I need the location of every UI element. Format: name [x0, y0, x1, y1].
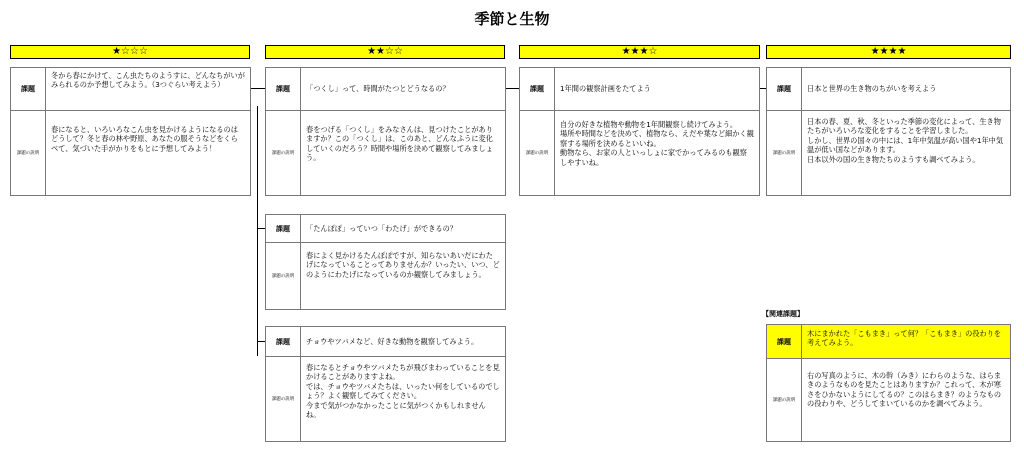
task-text: 「つくし」って、時間がたつとどうなるの？ [306, 84, 450, 94]
task-text: チョウやツバメなど、好きな動物を観察してみよう。 [306, 336, 479, 346]
task-card-1 [10, 67, 251, 196]
desc-text: 自分の好きな植物や動物を1年間観察し続けてみよう。 場所や時間などを決めて、植物なら、えだや葉など細かく観察する場所を決めるといいね。 動物なら、お家の人といっしょに家でかってみるのも観察しやすいね。 [560, 120, 754, 167]
task-text: 冬から春にかけて、こん虫たちのようすに、どんなちがいがみられるのか予想してみよう。（3つぐらい考えよう） [51, 71, 245, 90]
task-card-3 [519, 67, 760, 196]
task-text: 「たんぽぽ」っていつ「わたげ」ができるの？ [306, 223, 457, 233]
desc-label: 課題の説明 [266, 357, 301, 441]
connector-line [505, 88, 519, 89]
task-card-2 [265, 67, 506, 196]
desc-label: 課題の説明 [520, 111, 555, 195]
task-text: 木にまかれた「こもまき」って何？「こもまき」の役わりを考えてみよう。 [807, 329, 1002, 348]
connector-line [257, 106, 258, 356]
task-label: 課題 [767, 325, 802, 358]
level-1-header: ★☆☆☆ [10, 45, 250, 59]
level-4-header: ★★★★ [766, 45, 1011, 59]
desc-text: 春になるとチョウやツバメたちが飛びまわっていることを見かけることがありますよね。 では、チョウやツバメたちは、いったい何をしているのでしょう？よく観察してみてください。 今まで気がつかなかったことに気がつくかもしれませんね。 [306, 363, 500, 420]
desc-label: 課題の説明 [767, 111, 802, 195]
connector-line [257, 341, 265, 342]
desc-text: 日本の春、夏、秋、冬といった季節の変化によって、生き物たちがいろいろな変化をすることを学習しました。 しかし、世界の国々の中には、1年中気温が高い国や1年中気温が低い国などがあります。 日本以外の国の生き物たちのようすも調べてみよう。 [807, 117, 1004, 164]
desc-text: 春になると、いろいろなこん虫を見かけるようになるのはどうして？冬と春の林や野原、あなたの服そうなどをくらべて、気づいた手がかりをもとに予想してみよう！ [51, 125, 238, 153]
task-card-5 [265, 214, 506, 310]
desc-label: 課題の説明 [266, 243, 301, 309]
task-label: 課題 [11, 68, 46, 110]
task-label: 課題 [266, 215, 301, 242]
task-label: 課題 [767, 68, 802, 110]
desc-label: 課題の説明 [11, 111, 46, 195]
desc-label: 課題の説明 [767, 359, 802, 441]
level-3-header: ★★★☆ [519, 45, 760, 59]
related-task-card [766, 324, 1011, 442]
task-card-6 [265, 326, 506, 442]
task-label: 課題 [266, 327, 301, 356]
desc-text: 右の写真のように、木の幹（みき）にわらのような、はらまきのようなものを見たことはありますか？これって、木が寒さをひかないようにしてるの？このはらまき？のようなものの役わりや、どうしてまいているのかを調べてみよう。 [807, 371, 1002, 409]
task-label: 課題 [520, 68, 555, 110]
connector-line [257, 228, 265, 229]
page-title: 季節と生物 [474, 10, 550, 28]
task-card-4 [766, 67, 1011, 196]
task-label: 課題 [266, 68, 301, 110]
desc-text: 春をつげる「つくし」をみなさんは、見つけたことがありますか？この「つくし」は、このあと、どんなふうに変化していくのだろう？時間や場所を決めて観察してみましょう。 [306, 125, 493, 163]
desc-text: 春によく見かけるたんぽぽですが、知らないあいだにわたげになっていることってありませんか？いったい、いつ、どのようにわたげになっているのか観察してみましょう。 [306, 251, 500, 279]
desc-label: 課題の説明 [266, 111, 301, 195]
connector-line [251, 88, 265, 89]
level-2-header: ★★☆☆ [265, 45, 505, 59]
related-heading: 【関連課題】 [762, 310, 804, 318]
task-text: 1年間の観察計画をたてよう [560, 84, 651, 94]
task-text: 日本と世界の生き物のちがいを考えよう [807, 84, 937, 94]
